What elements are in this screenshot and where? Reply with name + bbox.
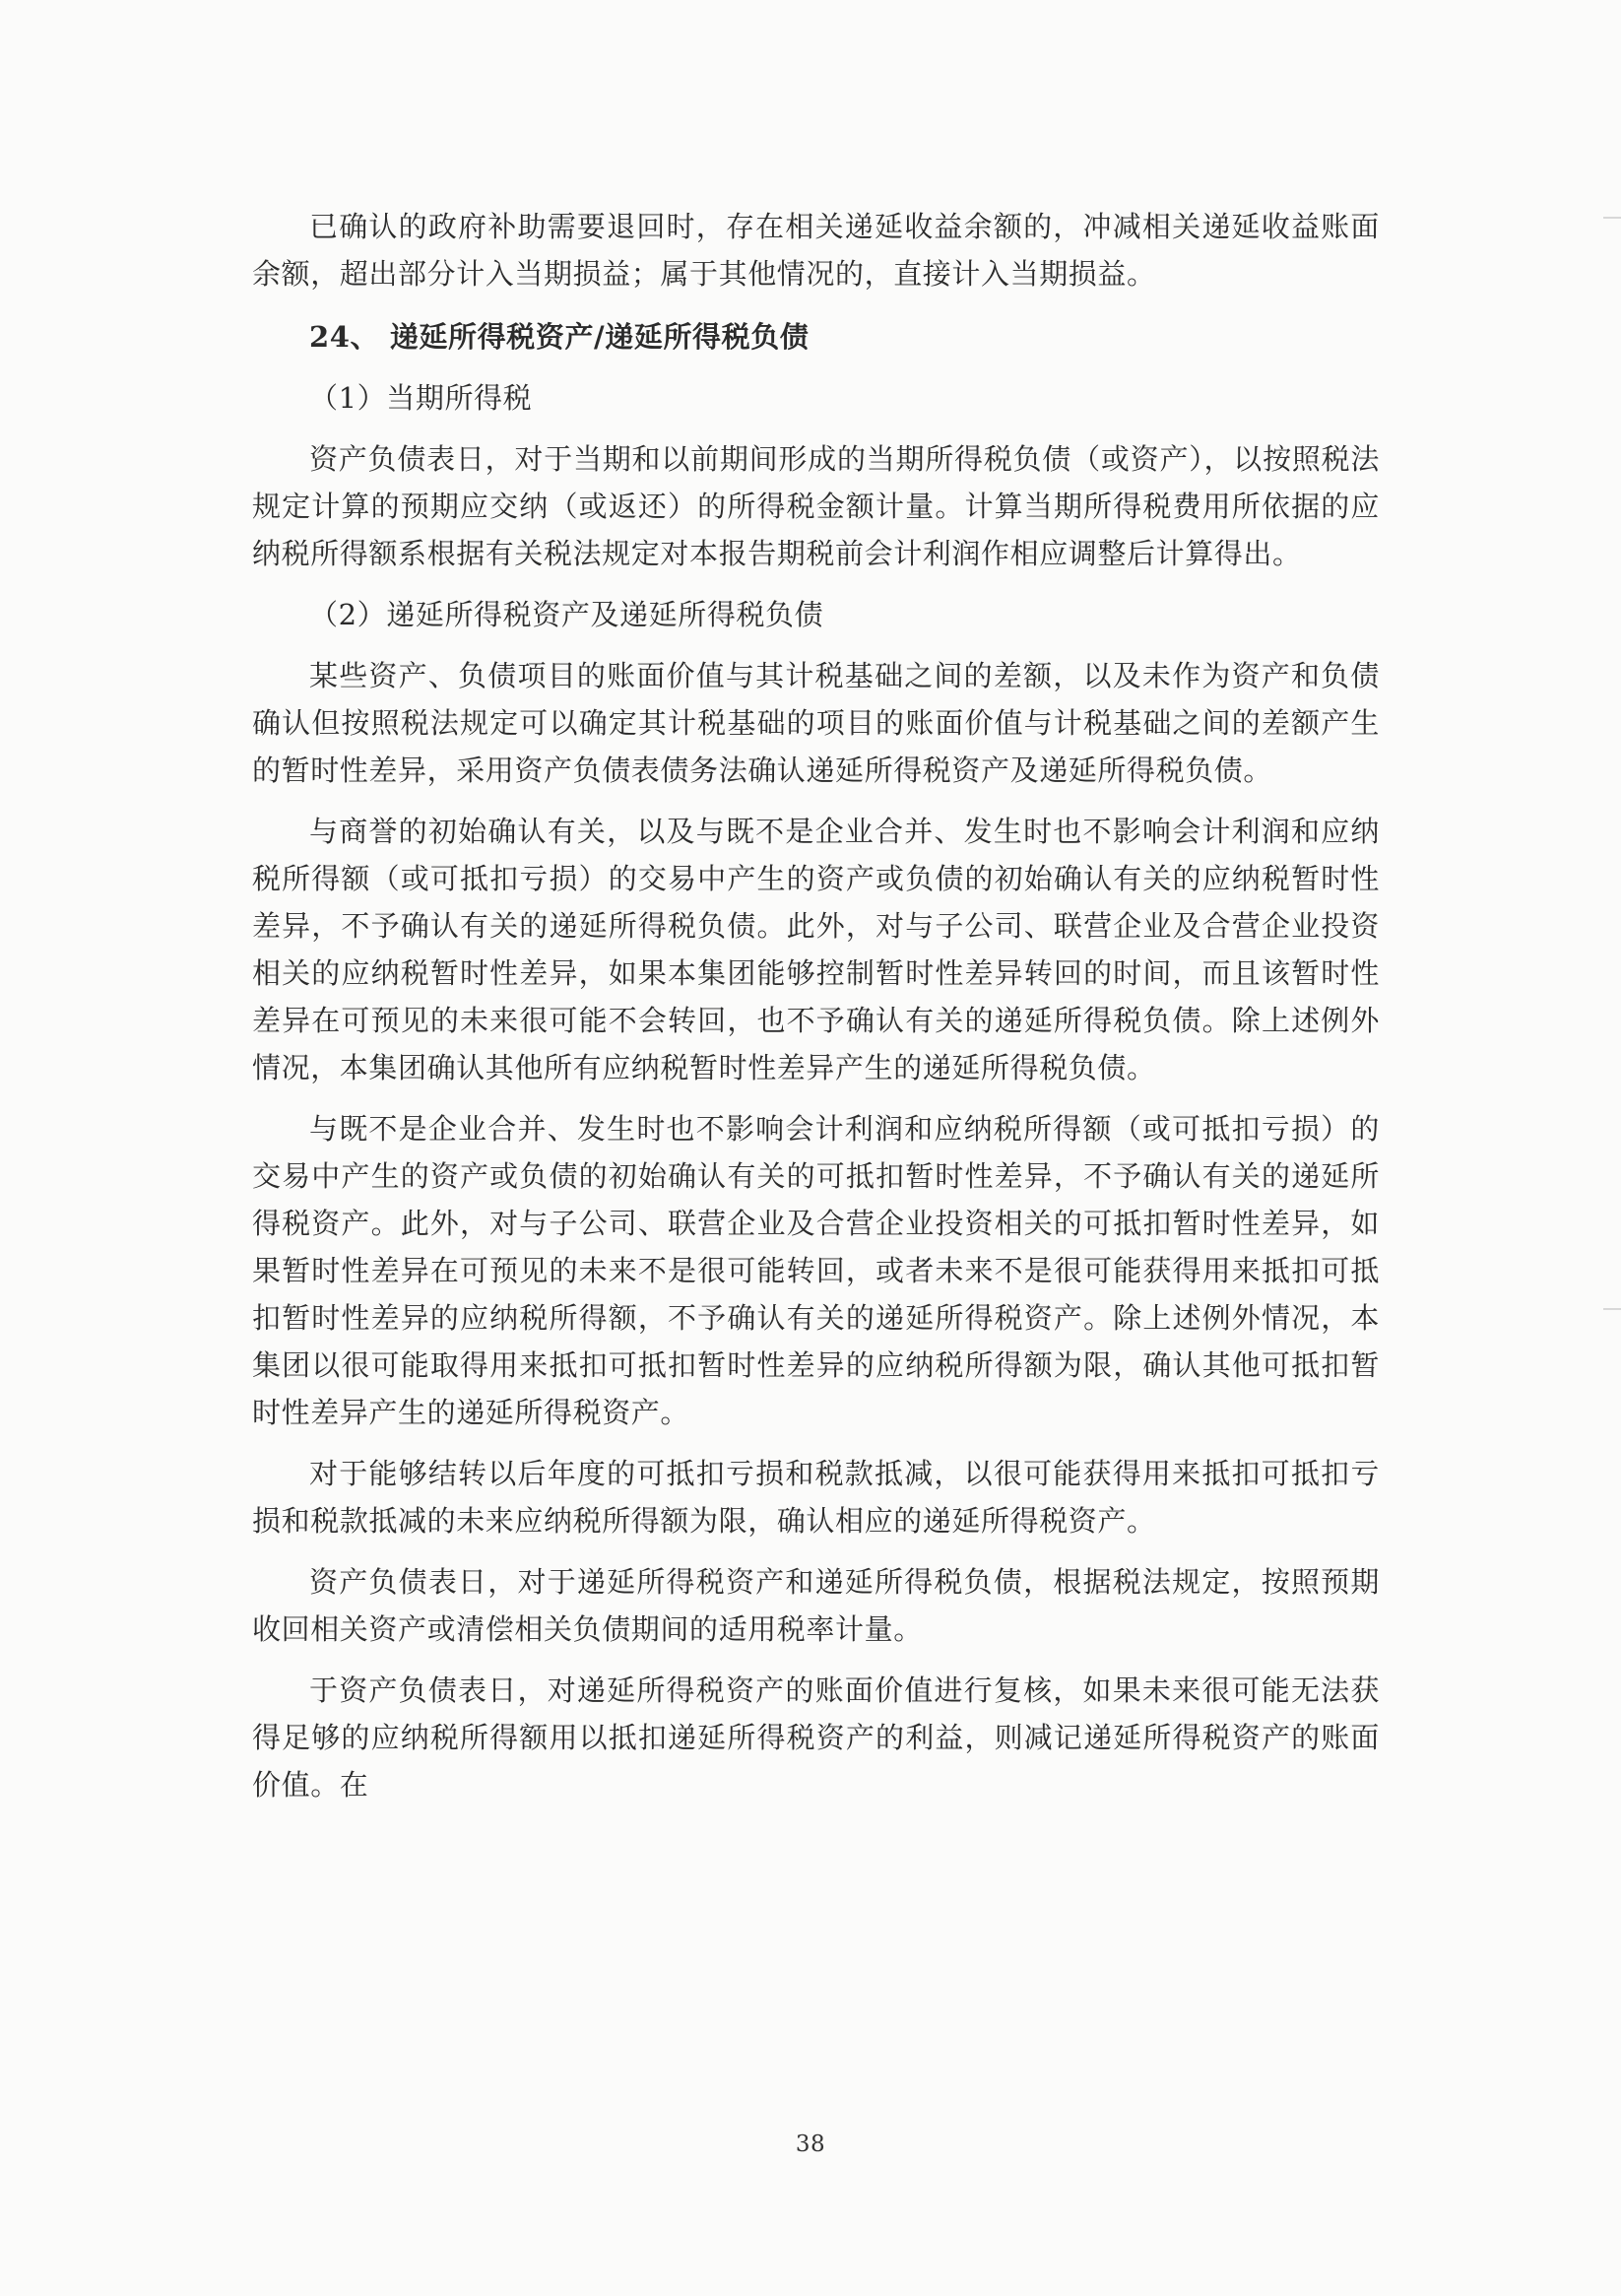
subheading-deferred-tax-assets-liabilities: （2）递延所得税资产及递延所得税负债 [309, 598, 824, 631]
subheading-current-income-tax: （1）当期所得税 [309, 381, 533, 415]
section-heading-deferred-tax: 24、 递延所得税资产/递延所得税负债 [309, 320, 810, 354]
paragraph-deductible-differences-exceptions: 与既不是企业合并、发生时也不影响会计利润和应纳税所得额（或可抵扣亏损）的交易中产生的资产或负债的初始确认有关的可抵扣暂时性差异，不予确认有关的递延所得税资产。此外，对与子公司、联营企业及合营企业投资相关的可抵扣暂时性差异，如果暂时性差异在可预见的未来不是很可能转回，或者未来不是很可能获得用来抵扣可抵扣暂时性差异的应纳税所得额，不予确认有关的递延所得税资产。除上述例外情况，本集团以很可能取得用来抵扣可抵扣暂时性差异的应纳税所得额为限，确认其他可抵扣暂时性差异产生的递延所得税资产。 [252, 1112, 1380, 1429]
scan-edge-mark [1603, 1308, 1621, 1310]
paragraph-carrying-amount-review: 于资产负债表日，对递延所得税资产的账面价值进行复核，如果未来很可能无法获得足够的应纳税所得额用以抵扣递延所得税资产的利益，则减记递延所得税资产的账面价值。在 [252, 1673, 1380, 1802]
paragraph-government-grant-refund: 已确认的政府补助需要退回时，存在相关递延收益余额的，冲减相关递延收益账面余额，超出部分计入当期损益；属于其他情况的，直接计入当期损益。 [252, 210, 1380, 291]
paragraph-tax-loss-carryforward: 对于能够结转以后年度的可抵扣亏损和税款抵减，以很可能获得用来抵扣可抵扣亏损和税款抵减的未来应纳税所得额为限，确认相应的递延所得税资产。 [252, 1457, 1380, 1538]
page-body [252, 203, 1380, 1808]
paragraph-applicable-tax-rate: 资产负债表日，对于递延所得税资产和递延所得税负债，根据税法规定，按照预期收回相关资产或清偿相关负债期间的适用税率计量。 [252, 1565, 1380, 1646]
paragraph-temporary-differences: 某些资产、负债项目的账面价值与其计税基础之间的差额，以及未作为资产和负债确认但按照税法规定可以确定其计税基础的项目的账面价值与计税基础之间的差额产生的暂时性差异，采用资产负债表债务法确认递延所得税资产及递延所得税负债。 [252, 659, 1380, 787]
paragraph-taxable-differences-exceptions: 与商誉的初始确认有关，以及与既不是企业合并、发生时也不影响会计利润和应纳税所得额（或可抵扣亏损）的交易中产生的资产或负债的初始确认有关的应纳税暂时性差异，不予确认有关的递延所得税负债。此外，对与子公司、联营企业及合营企业投资相关的应纳税暂时性差异，如果本集团能够控制暂时性差异转回的时间，而且该暂时性差异在可预见的未来很可能不会转回，也不予确认有关的递延所得税负债。除上述例外情况，本集团确认其他所有应纳税暂时性差异产生的递延所得税负债。 [252, 815, 1380, 1084]
scan-edge-mark [1603, 217, 1621, 219]
paragraph-current-tax-measurement: 资产负债表日，对于当期和以前期间形成的当期所得税负债（或资产），以按照税法规定计算的预期应交纳（或返还）的所得税金额计量。计算当期所得税费用所依据的应纳税所得额系根据有关税法规定对本报告期税前会计利润作相应调整后计算得出。 [252, 442, 1380, 570]
page-number: 38 [795, 2132, 826, 2157]
